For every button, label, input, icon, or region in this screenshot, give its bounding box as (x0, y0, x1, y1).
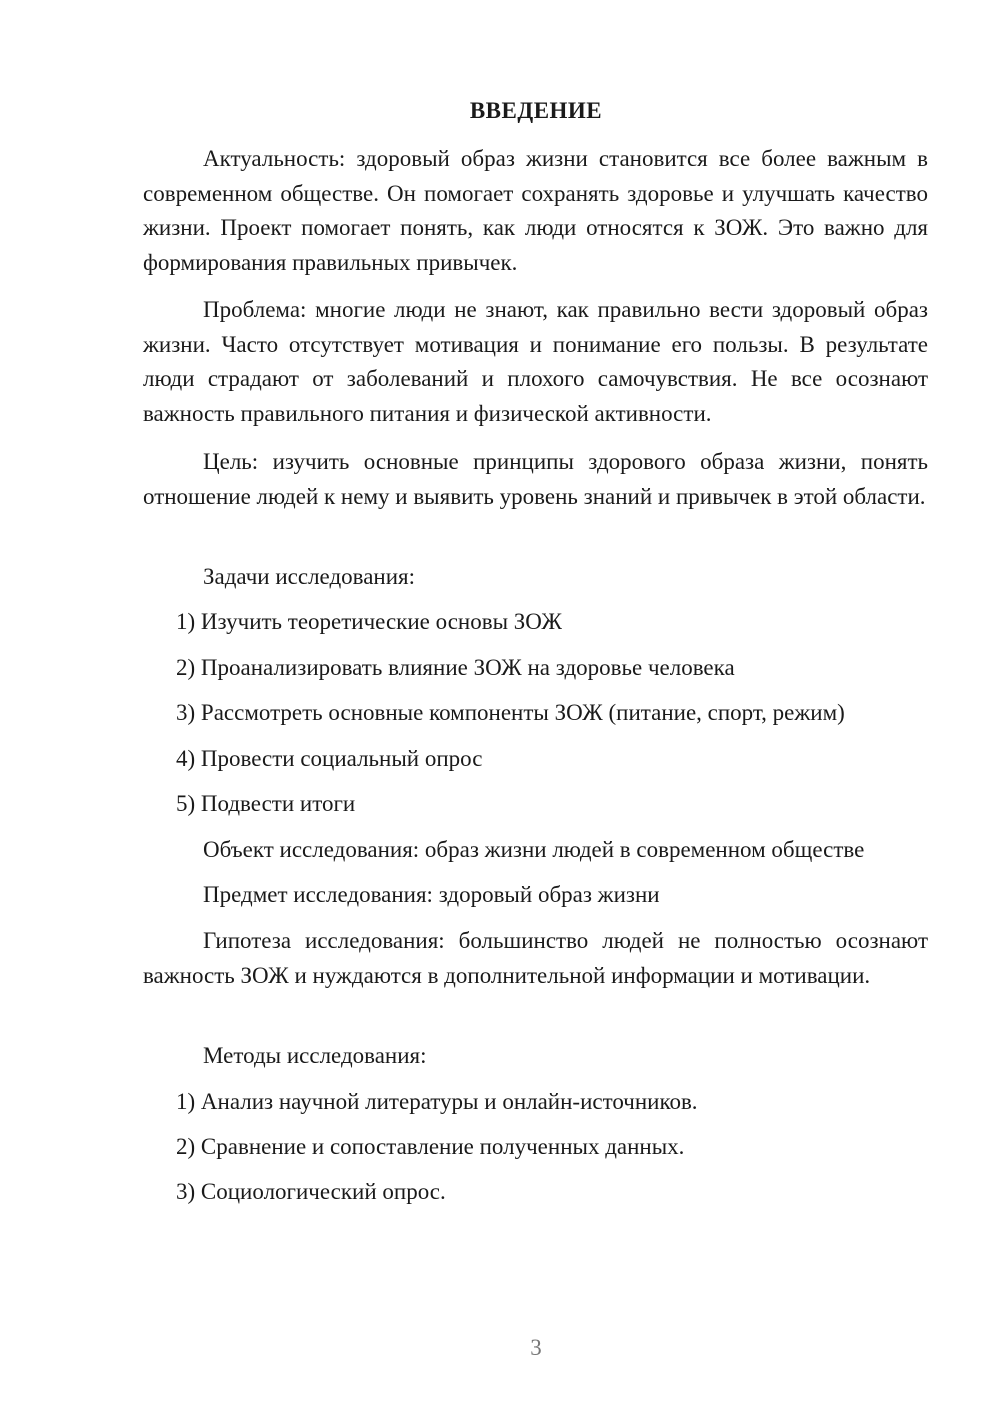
section-heading: ВВЕДЕНИЕ (469, 98, 603, 123)
method-item-3: 3) Социологический опрос. (176, 1179, 446, 1204)
research-subject: Предмет исследования: здоровый образ жизни (203, 882, 660, 907)
task-item-5: 5) Подвести итоги (176, 791, 356, 816)
research-object: Объект исследования: образ жизни людей в современном обществе (203, 837, 865, 862)
task-item-2: 2) Проанализировать влияние ЗОЖ на здоровье человека (176, 655, 735, 680)
goal-paragraph: Цель: изучить основные принципы здорового образа жизни, понять отношение людей к нему и выявить уровень знаний и привычек в этой области. (143, 449, 928, 509)
method-item-2: 2) Сравнение и сопоставление полученных данных. (176, 1134, 685, 1159)
task-item-3: 3) Рассмотреть основные компоненты ЗОЖ (питание, спорт, режим) (176, 700, 845, 725)
method-item-1: 1) Анализ научной литературы и онлайн-источников. (176, 1089, 698, 1114)
methods-title: Методы исследования: (203, 1043, 427, 1068)
problem-paragraph: Проблема: многие люди не знают, как правильно вести здоровый образ жизни. Часто отсутствует мотивация и понимание его пользы. В результате люди страдают от заболеваний и плохого самочувствия. Не все осознают важность правильного питания и физической активности. (143, 297, 928, 426)
hypothesis-paragraph: Гипотеза исследования: большинство людей не полностью осознают важность ЗОЖ и нуждаются в дополнительной информации и мотивации. (143, 928, 928, 988)
relevance-paragraph: Актуальность: здоровый образ жизни становится все более важным в современном обществе. Он помогает сохранять здоровье и улучшать качество жизни. Проект помогает понять, как люди относятся к ЗОЖ. Это важно для формирования правильных привычек. (143, 146, 928, 275)
task-item-4: 4) Провести социальный опрос (176, 746, 483, 771)
task-item-1: 1) Изучить теоретические основы ЗОЖ (176, 609, 562, 634)
tasks-title: Задачи исследования: (203, 564, 416, 589)
page-number: 3 (530, 1335, 542, 1360)
